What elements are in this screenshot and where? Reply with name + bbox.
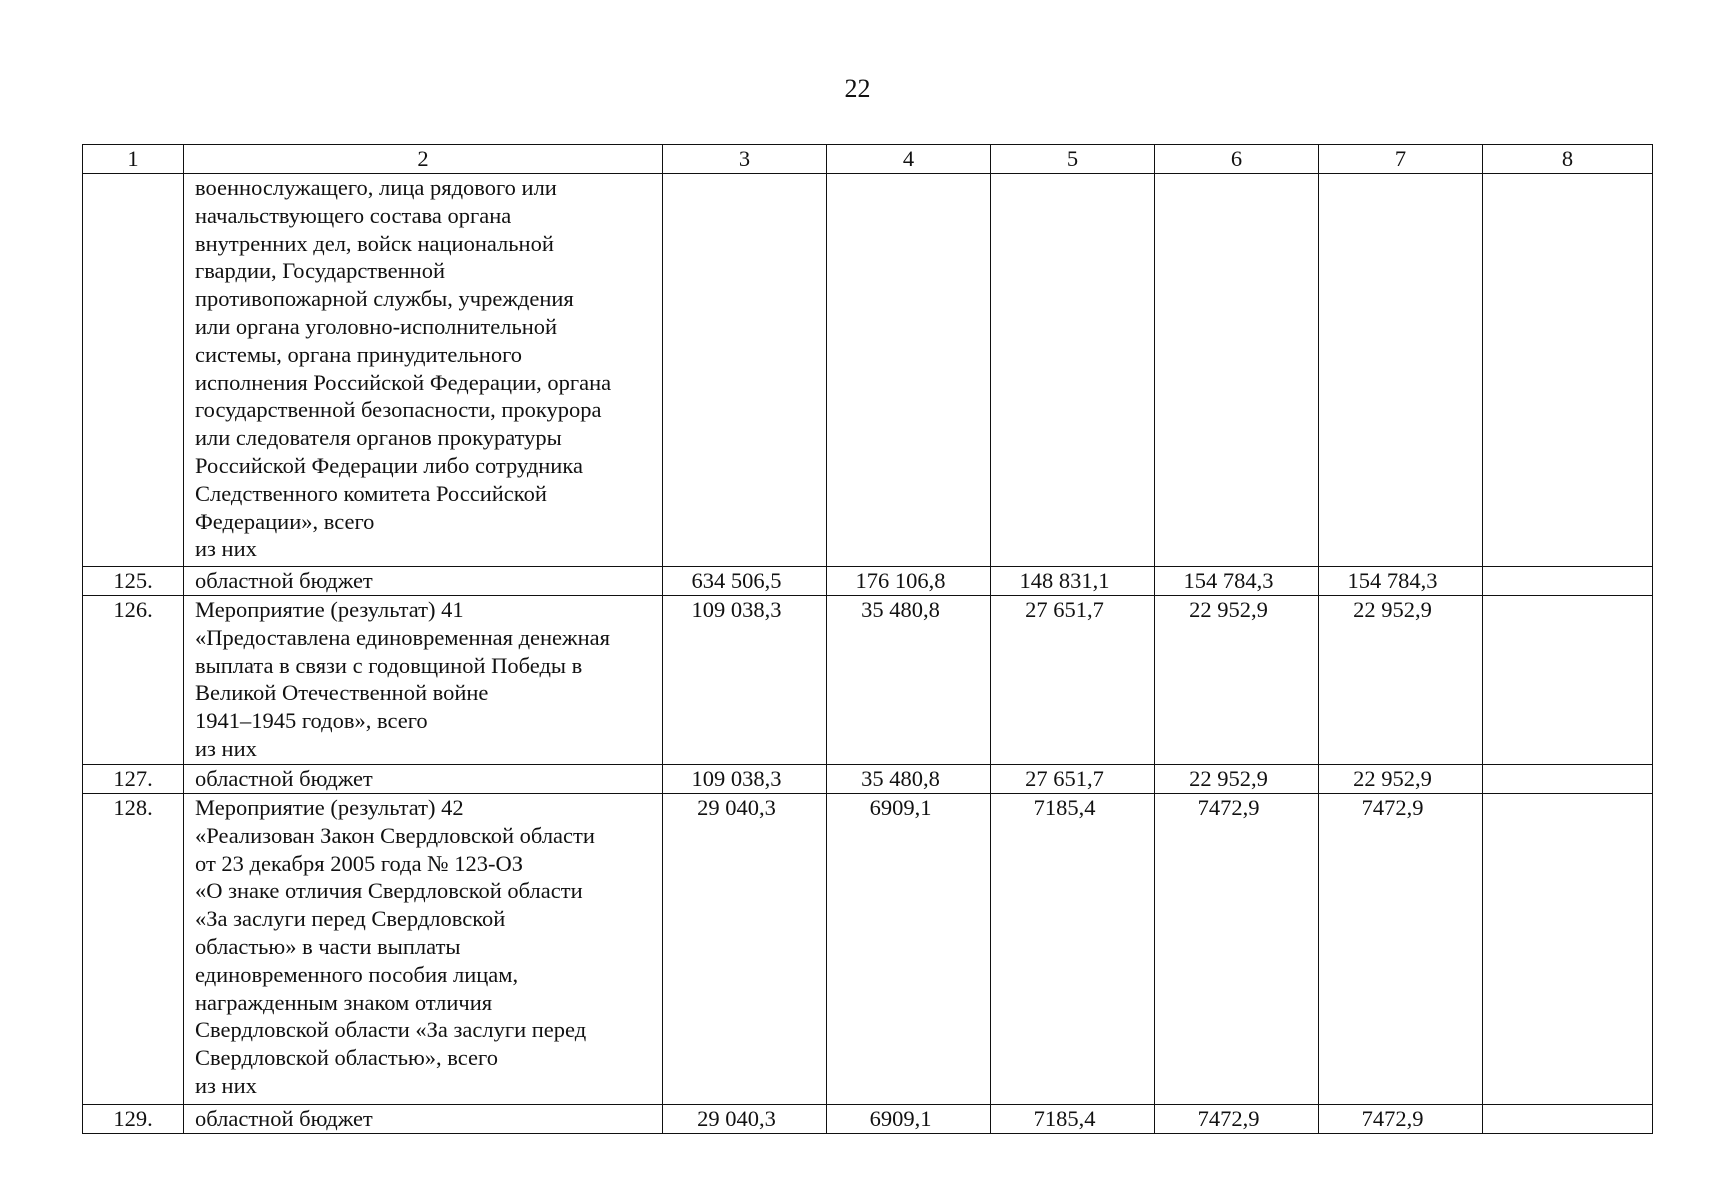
column-number-header bbox=[83, 145, 1653, 174]
budget-table bbox=[82, 144, 1653, 1134]
header-cell: 3 bbox=[663, 145, 827, 174]
row-name: областной бюджет bbox=[184, 567, 663, 596]
row-number: 126. bbox=[83, 596, 184, 765]
value-cell: 7472,9 bbox=[1155, 794, 1319, 1105]
value-cell bbox=[1155, 174, 1319, 567]
value-cell: 154 784,3 bbox=[1155, 567, 1319, 596]
value-cell: 22 952,9 bbox=[1319, 596, 1483, 765]
value-cell: 109 038,3 bbox=[663, 765, 827, 794]
value-cell: 6909,1 bbox=[827, 1105, 991, 1134]
row-name: военнослужащего, лица рядового или начальствующего состава органа внутренних дел, войск национальной гвардии, Государственной противопожарной службы, учреждения или органа уголовно-исполнительной системы, органа принудительного исполнения Российской Федерации, органа государственной безопасности, прокурора или следователя органов прокуратуры Российской Федерации либо сотрудника Следственного комитета Российской Федерации», всего из них bbox=[184, 174, 663, 567]
row-number: 125. bbox=[83, 567, 184, 596]
value-cell: 7472,9 bbox=[1155, 1105, 1319, 1134]
row-name: Мероприятие (результат) 42 «Реализован Закон Свердловской области от 23 декабря 2005 года № 123-ОЗ «О знаке отличия Свердловской области «За заслуги перед Свердловской областью» в части выплаты единовременного пособия лицам, награжденным знаком отличия Свердловской области «За заслуги перед Свердловской областью», всего из них bbox=[184, 794, 663, 1105]
value-cell: 22 952,9 bbox=[1155, 765, 1319, 794]
value-cell: 148 831,1 bbox=[991, 567, 1155, 596]
value-cell: 27 651,7 bbox=[991, 765, 1155, 794]
value-cell: 35 480,8 bbox=[827, 596, 991, 765]
value-cell: 154 784,3 bbox=[1319, 567, 1483, 596]
value-cell: 27 651,7 bbox=[991, 596, 1155, 765]
value-cell bbox=[827, 174, 991, 567]
table-row bbox=[83, 765, 1653, 794]
page-number: 22 bbox=[844, 74, 871, 103]
value-cell: 22 952,9 bbox=[1155, 596, 1319, 765]
row-name: областной бюджет bbox=[184, 1105, 663, 1134]
value-cell: 7472,9 bbox=[1319, 794, 1483, 1105]
table-row bbox=[83, 596, 1653, 765]
value-cell bbox=[1483, 567, 1653, 596]
value-cell: 29 040,3 bbox=[663, 794, 827, 1105]
value-cell: 29 040,3 bbox=[663, 1105, 827, 1134]
header-cell: 6 bbox=[1155, 145, 1319, 174]
value-cell bbox=[663, 174, 827, 567]
value-cell: 634 506,5 bbox=[663, 567, 827, 596]
header-cell: 8 bbox=[1483, 145, 1653, 174]
row-number: 129. bbox=[83, 1105, 184, 1134]
table-row bbox=[83, 174, 1653, 567]
header-cell: 5 bbox=[991, 145, 1155, 174]
table-row bbox=[83, 1105, 1653, 1134]
value-cell bbox=[1319, 174, 1483, 567]
value-cell bbox=[1483, 765, 1653, 794]
value-cell: 7185,4 bbox=[991, 1105, 1155, 1134]
value-cell: 7185,4 bbox=[991, 794, 1155, 1105]
value-cell bbox=[991, 174, 1155, 567]
header-cell: 1 bbox=[83, 145, 184, 174]
table-row bbox=[83, 567, 1653, 596]
value-cell bbox=[1483, 794, 1653, 1105]
row-number bbox=[83, 174, 184, 567]
header-cell: 2 bbox=[184, 145, 663, 174]
value-cell bbox=[1483, 174, 1653, 567]
table-row bbox=[83, 794, 1653, 1105]
row-name: областной бюджет bbox=[184, 765, 663, 794]
value-cell bbox=[1483, 1105, 1653, 1134]
row-name: Мероприятие (результат) 41 «Предоставлена единовременная денежная выплата в связи с годовщиной Победы в Великой Отечественной войне 1941–1945 годов», всего из них bbox=[184, 596, 663, 765]
value-cell bbox=[1483, 596, 1653, 765]
value-cell: 176 106,8 bbox=[827, 567, 991, 596]
value-cell: 6909,1 bbox=[827, 794, 991, 1105]
value-cell: 22 952,9 bbox=[1319, 765, 1483, 794]
value-cell: 7472,9 bbox=[1319, 1105, 1483, 1134]
row-number: 128. bbox=[83, 794, 184, 1105]
header-cell: 4 bbox=[827, 145, 991, 174]
header-cell: 7 bbox=[1319, 145, 1483, 174]
value-cell: 35 480,8 bbox=[827, 765, 991, 794]
value-cell: 109 038,3 bbox=[663, 596, 827, 765]
row-number: 127. bbox=[83, 765, 184, 794]
